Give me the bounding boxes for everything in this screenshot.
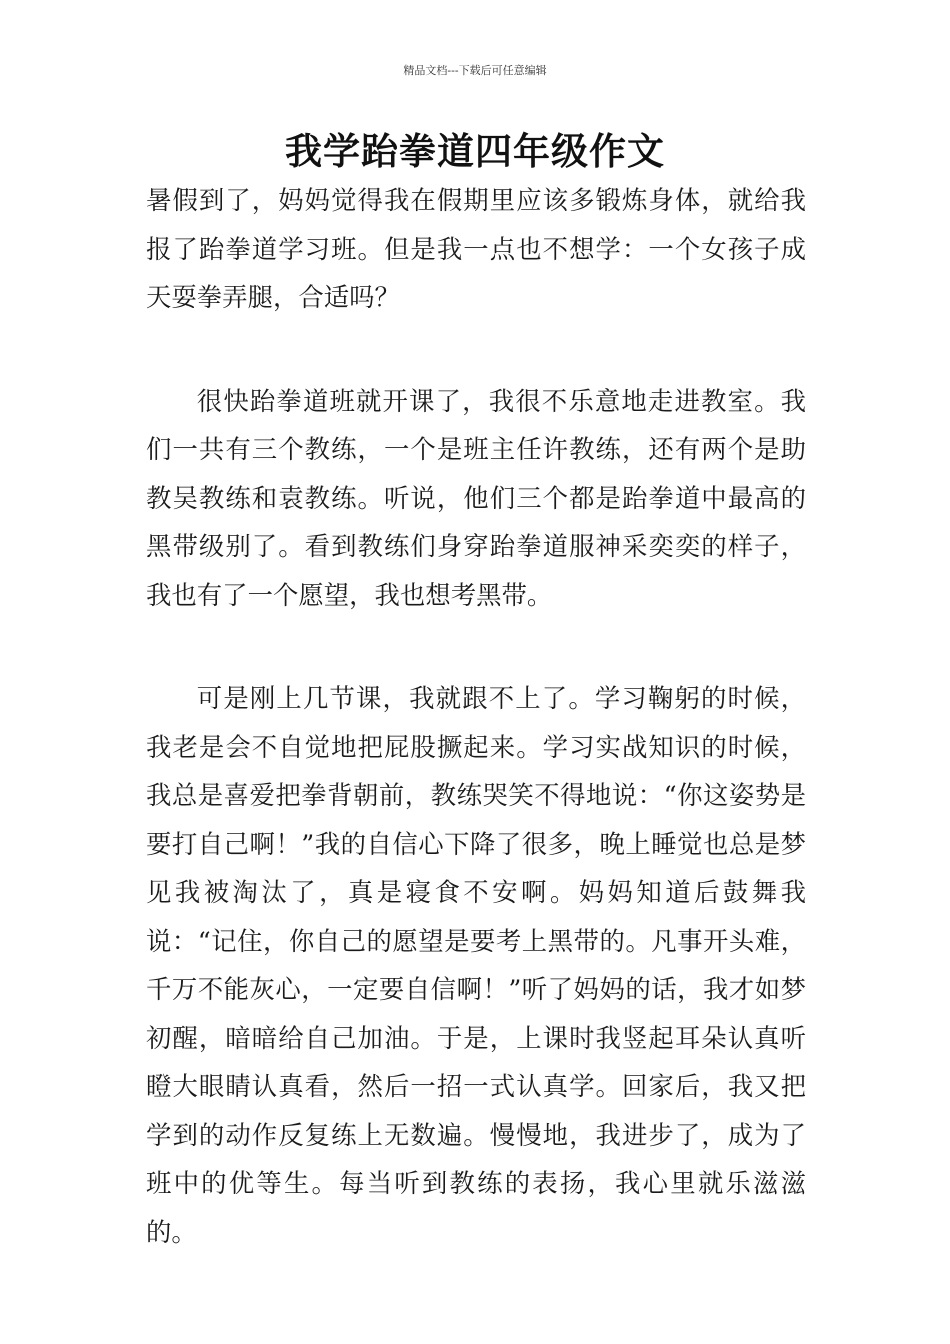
page-header: 精品文档---下载后可任意编辑	[403, 64, 547, 77]
document-body	[146, 176, 806, 1256]
paragraph-2: 很快跆拳道班就开课了，我很不乐意地走进教室。我们一共有三个教练，一个是班主任许教练，还有两个是助教吴教练和袁教练。听说，他们三个都是跆拳道中最高的黑带级别了。看到教练们身穿跆拳道服神采奕奕的样子，我也有了一个愿望，我也想考黑带。	[146, 385, 806, 610]
paragraph-3: 可是刚上几节课，我就跟不上了。学习鞠躬的时候，我老是会不自觉地把屁股撅起来。学习实战知识的时候，我总是喜爱把拳背朝前，教练哭笑不得地说：“你这姿势是要打自己啊！”我的自信心下降了很多，晚上睡觉也总是梦见我被淘汰了，真是寝食不安啊。妈妈知道后鼓舞我说：“记住，你自己的愿望是要考上黑带的。凡事开头难，千万不能灰心，一定要自信啊！”听了妈妈的话，我才如梦初醒，暗暗给自己加油。于是，上课时我竖起耳朵认真听瞪大眼睛认真看，然后一招一式认真学。回家后，我又把学到的动作反复练上无数遍。慢慢地，我进步了，成为了班中的优等生。每当听到教练的表扬，我心里就乐滋滋的。	[146, 683, 806, 1247]
document-title: 我学跆拳道四年级作文	[285, 129, 665, 173]
paragraph-1: 暑假到了，妈妈觉得我在假期里应该多锻炼身体，就给我报了跆拳道学习班。但是我一点也不想学：一个女孩子成天耍拳弄腿，合适吗？	[146, 185, 806, 312]
